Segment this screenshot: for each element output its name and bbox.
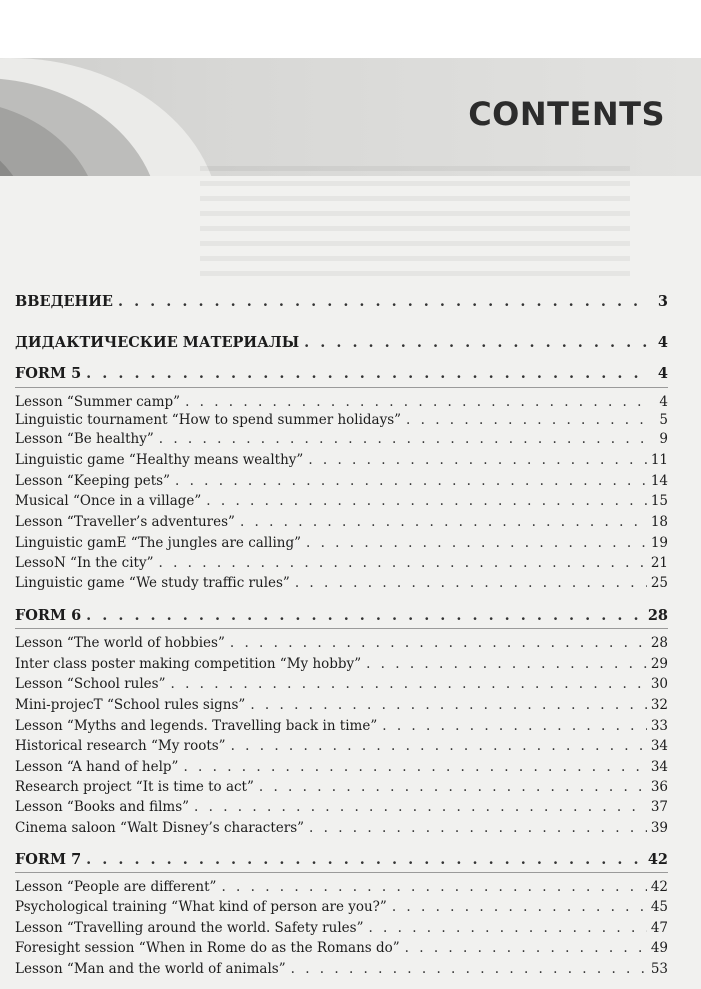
toc-item-label: LessoN “In the city”: [15, 555, 154, 571]
toc-item[interactable]: [15, 898, 668, 917]
toc-item[interactable]: [15, 717, 668, 736]
toc-item-page: 11: [650, 452, 668, 468]
dot-leader: [170, 675, 646, 694]
dot-leader: [194, 798, 647, 817]
toc-item-page: 33: [650, 718, 668, 734]
toc-item-page: 45: [650, 899, 668, 915]
toc-entry-label: ВВЕДЕНИЕ: [15, 293, 113, 310]
toc-item[interactable]: [15, 430, 668, 449]
toc-item[interactable]: [15, 393, 668, 412]
toc-item-label: Lesson “Summer camp”: [15, 394, 181, 410]
toc-entry-didactic[interactable]: [15, 333, 668, 352]
toc-item[interactable]: [15, 492, 668, 511]
toc-item-page: 32: [650, 697, 668, 713]
toc-item-label: Lesson “A hand of help”: [15, 759, 179, 775]
toc-item-page: 18: [650, 514, 668, 530]
toc-item[interactable]: [15, 919, 668, 938]
toc-item-label: Foresight session “When in Rome do as the Romans do”: [15, 940, 400, 956]
toc-item[interactable]: [15, 534, 668, 553]
toc-item-page: 34: [650, 738, 668, 754]
toc-section-page: 4: [657, 365, 668, 382]
page-title: CONTENTS: [468, 95, 665, 133]
dot-leader: [304, 333, 650, 352]
toc-item-label: Lesson “The world of hobbies”: [15, 635, 225, 651]
dot-leader: [230, 634, 647, 653]
toc-item-label: Lesson “Books and films”: [15, 799, 190, 815]
toc-item-page: 36: [650, 779, 668, 795]
toc-item-page: 29: [650, 656, 668, 672]
toc-item[interactable]: [15, 737, 668, 756]
toc-item-label: Historical research “My roots”: [15, 738, 226, 754]
toc-item-label: Linguistic tournament “How to spend summer holidays”: [15, 412, 402, 428]
dot-leader: [291, 960, 647, 979]
toc-section-form5[interactable]: [15, 364, 668, 383]
toc-item[interactable]: [15, 758, 668, 777]
toc-item-label: Inter class poster making competition “My hobby”: [15, 656, 362, 672]
toc-item-label: Cinema saloon “Walt Disney’s characters”: [15, 820, 305, 836]
toc-item[interactable]: [15, 696, 668, 715]
toc-section-form6[interactable]: [15, 606, 668, 625]
toc-item-page: 19: [650, 535, 668, 551]
dot-leader: [159, 430, 650, 449]
toc-entry-label: ДИДАКТИЧЕСКИЕ МАТЕРИАЛЫ: [15, 334, 300, 351]
toc-item-page: 37: [650, 799, 668, 815]
section-divider: [15, 628, 668, 629]
toc-item-label: Musical “Once in a village”: [15, 493, 202, 509]
toc-item[interactable]: [15, 960, 668, 979]
toc-section-label: FORM 5: [15, 365, 82, 382]
toc-entry-page: 4: [657, 334, 668, 351]
dot-leader: [308, 451, 647, 470]
toc-item[interactable]: [15, 819, 668, 838]
dot-leader: [175, 472, 647, 491]
dot-leader: [159, 554, 647, 573]
dot-leader: [392, 898, 647, 917]
toc-section-form7[interactable]: [15, 850, 668, 869]
toc-item-label: Lesson “Keeping pets”: [15, 473, 170, 489]
dot-leader: [295, 574, 647, 593]
toc-section-page: 28: [647, 607, 668, 624]
page-top-margin: [0, 0, 701, 58]
dot-leader: [368, 919, 646, 938]
toc-item[interactable]: [15, 574, 668, 593]
dot-leader: [231, 737, 647, 756]
toc-section-page: 42: [647, 851, 668, 868]
toc-item[interactable]: [15, 634, 668, 653]
toc-item-label: Lesson “Traveller’s adventures”: [15, 514, 235, 530]
toc-item-page: 39: [650, 820, 668, 836]
toc-item[interactable]: [15, 655, 668, 674]
toc-item-page: 15: [650, 493, 668, 509]
toc-item-page: 5: [659, 412, 668, 428]
dot-leader: [405, 939, 647, 958]
toc-item-label: Linguistic gamE “The jungles are calling”: [15, 535, 301, 551]
dot-leader: [306, 534, 647, 553]
toc-item-page: 34: [650, 759, 668, 775]
toc-item-label: Psychological training “What kind of person are you?”: [15, 899, 387, 915]
toc-item[interactable]: [15, 878, 668, 897]
toc-item[interactable]: [15, 778, 668, 797]
toc-item[interactable]: [15, 411, 668, 430]
toc-item-label: Research project “It is time to act”: [15, 779, 254, 795]
print-bleed-through: [200, 166, 630, 276]
toc-section-label: FORM 6: [15, 607, 82, 624]
toc-item[interactable]: [15, 939, 668, 958]
toc-item-label: Linguistic game “Healthy means wealthy”: [15, 452, 304, 468]
toc-item-page: 28: [650, 635, 668, 651]
toc-item-page: 42: [650, 879, 668, 895]
toc-item[interactable]: [15, 472, 668, 491]
toc-entry-page: 3: [657, 293, 668, 310]
toc-entry-intro[interactable]: [15, 292, 668, 311]
toc-item-label: Lesson “Travelling around the world. Safety rules”: [15, 920, 364, 936]
toc-item-label: Mini-projecT “School rules signs”: [15, 697, 246, 713]
toc-item-label: Lesson “People are different”: [15, 879, 217, 895]
dot-leader: [259, 778, 647, 797]
toc-item-page: 4: [659, 394, 668, 410]
toc-item-page: 9: [659, 431, 668, 447]
toc-item-label: Lesson “Be healthy”: [15, 431, 154, 447]
toc-item[interactable]: [15, 451, 668, 470]
dot-leader: [221, 878, 646, 897]
toc-item[interactable]: [15, 513, 668, 532]
dot-leader: [406, 411, 650, 430]
toc-item-label: Lesson “Myths and legends. Travelling back in time”: [15, 718, 378, 734]
dot-leader: [118, 292, 650, 311]
dot-leader: [86, 364, 650, 383]
dot-leader: [86, 606, 644, 625]
toc-item-page: 47: [650, 920, 668, 936]
dot-leader: [185, 393, 650, 412]
toc-item-label: Lesson “School rules”: [15, 676, 166, 692]
dot-leader: [183, 758, 646, 777]
toc-item-page: 25: [650, 575, 668, 591]
toc-item[interactable]: [15, 554, 668, 573]
toc-item[interactable]: [15, 675, 668, 694]
dot-leader: [206, 492, 647, 511]
toc-item-label: Linguistic game “We study traffic rules”: [15, 575, 290, 591]
toc-item-label: Lesson “Man and the world of animals”: [15, 961, 286, 977]
toc-item-page: 53: [650, 961, 668, 977]
toc-item-page: 21: [650, 555, 668, 571]
toc-item-page: 49: [650, 940, 668, 956]
section-divider: [15, 387, 668, 388]
dot-leader: [250, 696, 646, 715]
dot-leader: [240, 513, 647, 532]
dot-leader: [309, 819, 647, 838]
toc-section-label: FORM 7: [15, 851, 82, 868]
dot-leader: [86, 850, 644, 869]
dot-leader: [366, 655, 647, 674]
dot-leader: [382, 717, 647, 736]
toc-item-page: 14: [650, 473, 668, 489]
toc-item[interactable]: [15, 798, 668, 817]
toc-item-page: 30: [650, 676, 668, 692]
section-divider: [15, 872, 668, 873]
